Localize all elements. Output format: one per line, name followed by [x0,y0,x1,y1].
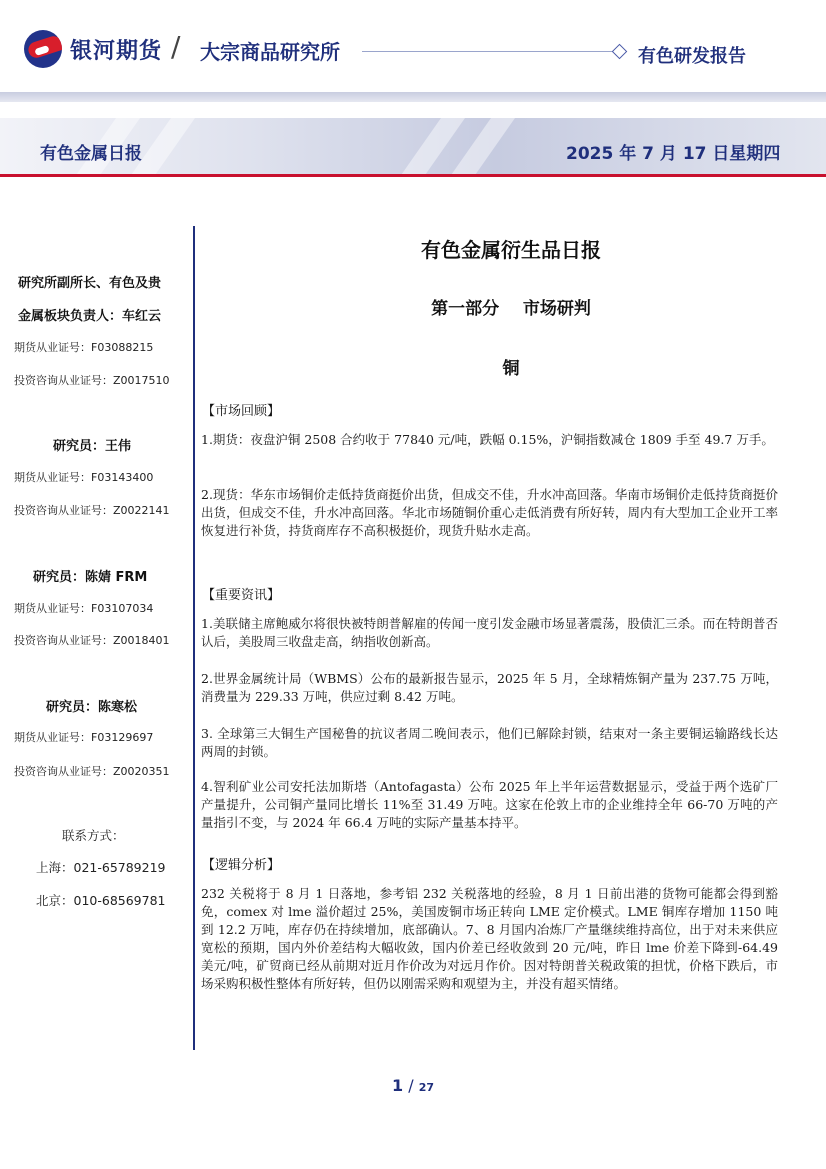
researcher-1-title: 研究员：王伟 [53,439,132,454]
researcher-1-advisory-license: 投资咨询从业证号：Z0022141 [14,504,170,517]
researcher-3-futures-license: 期货从业证号：F03129697 [14,731,154,744]
section-market-review: 【市场回顾】 [202,404,281,419]
doc-name: 有色金属日报 [40,144,142,164]
header-accent-line [0,174,826,177]
doc-date: 2025 年 7 月 17 日星期四 [566,144,781,164]
report-type: 有色研发报告 [638,46,746,67]
lead-title-line-1: 研究所副所长、有色及贵 [18,276,162,291]
diamond-icon [612,44,628,60]
page-separator: / [408,1076,414,1095]
sidebar-divider [193,226,195,1050]
researcher-3-advisory-license: 投资咨询从业证号：Z0020351 [14,765,170,778]
logic-paragraph-1: 232 关税将于 8 月 1 日落地，参考铝 232 关税落地的经验，8 月 1 日前出港的货物可能都会得到豁免，comex 对 lme 溢价超过 25%，美国废铜市场正转向 LME 定价模式。LME 铜库存增加 1150 吨到 12.2 万吨，库存仍在持续增加，底部确认。7、8 月国内冶炼厂产量继续维持高位，出于对未来供应宽松的预期，国内外价差结构大幅收敛，国内价差已经收敛到 20 元/吨，昨日 lme 价差下降到-64.49 美元/吨，矿贸商已经从前期对近月作价改为对远月作价。因对特朗普关税政策的担忧，价格下跌后，市场采购积极性整体有所好转，但仍以刚需采购和观望为主，并没有超买情绪。 [201,886,778,991]
section-key-news: 【重要资讯】 [202,588,281,603]
researcher-2-title: 研究员：陈婧 FRM [33,570,148,585]
institute-name: 大宗商品研究所 [200,40,340,64]
report-title: 有色金属衍生品日报 [421,238,601,262]
contact-shanghai: 上海：021-65789219 [36,860,166,875]
news-paragraph-1: 1.美联储主席鲍威尔将很快被特朗普解雇的传闻一度引发金融市场显著震荡，股债汇三杀。而在特朗普否认后，美股周三收盘走高，纳指收创新高。 [201,616,778,649]
lead-futures-license: 期货从业证号：F03088215 [14,341,154,354]
news-paragraph-3: 3. 全球第三大铜生产国秘鲁的抗议者周二晚间表示，他们已解除封锁，结束对一条主要铜运输路线长达两周的封锁。 [201,726,778,759]
researcher-1-futures-license: 期货从业证号：F03143400 [14,471,154,484]
researcher-2-advisory-license: 投资咨询从业证号：Z0018401 [14,634,170,647]
company-logo-icon [24,30,62,68]
header-band-top [0,92,826,102]
review-paragraph-1: 1.期货：夜盘沪铜 2508 合约收于 77840 元/吨，跌幅 0.15%，沪铜指数减仓 1809 手至 49.7 万手。 [201,432,774,447]
news-paragraph-2: 2.世界金属统计局（WBMS）公布的最新报告显示，2025 年 5 月，全球精炼铜产量为 237.75 万吨，消费量为 229.33 万吨，供应过剩 8.42 万吨。 [201,671,778,704]
total-pages: 27 [418,1081,435,1094]
metal-heading: 铜 [502,359,520,379]
section-logic-analysis: 【逻辑分析】 [202,858,281,873]
lead-title-line-2: 金属板块负责人：车红云 [18,309,162,324]
news-paragraph-4: 4.智利矿业公司安托法加斯塔（Antofagasta）公布 2025 年上半年运营数据显示，受益于两个选矿厂产量提升，公司铜产量同比增长 11%至 31.49 万吨。这家在伦敦上市的企业维持全年 66-70 万吨的产量指引不变，与 2024 年 66.4 万吨的实际产量基本持平。 [201,779,778,830]
researcher-2-futures-license: 期货从业证号：F03107034 [14,602,154,615]
brand-separator: / [171,30,181,63]
contact-beijing: 北京：010-68569781 [36,893,166,908]
review-paragraph-2: 2.现货：华东市场铜价走低持货商挺价出货，但成交不佳，升水冲高回落。华南市场铜价走低持货商挺价出货，但成交不佳，升水冲高回落。华北市场随铜价重心走低消费有所好转，周内有大型加工企业开工率恢复进行补货，持货商库存不高积极挺价，现货升贴水走高。 [201,487,778,538]
contact-label: 联系方式： [62,828,125,843]
lead-advisory-license: 投资咨询从业证号：Z0017510 [14,374,170,387]
brand-name: 银河期货 [70,39,163,64]
header-divider [362,51,617,52]
current-page: 1 [391,1076,404,1095]
part-title: 第一部分 市场研判 [431,299,591,319]
page-number [0,1076,826,1095]
researcher-3-title: 研究员：陈寒松 [46,700,138,715]
